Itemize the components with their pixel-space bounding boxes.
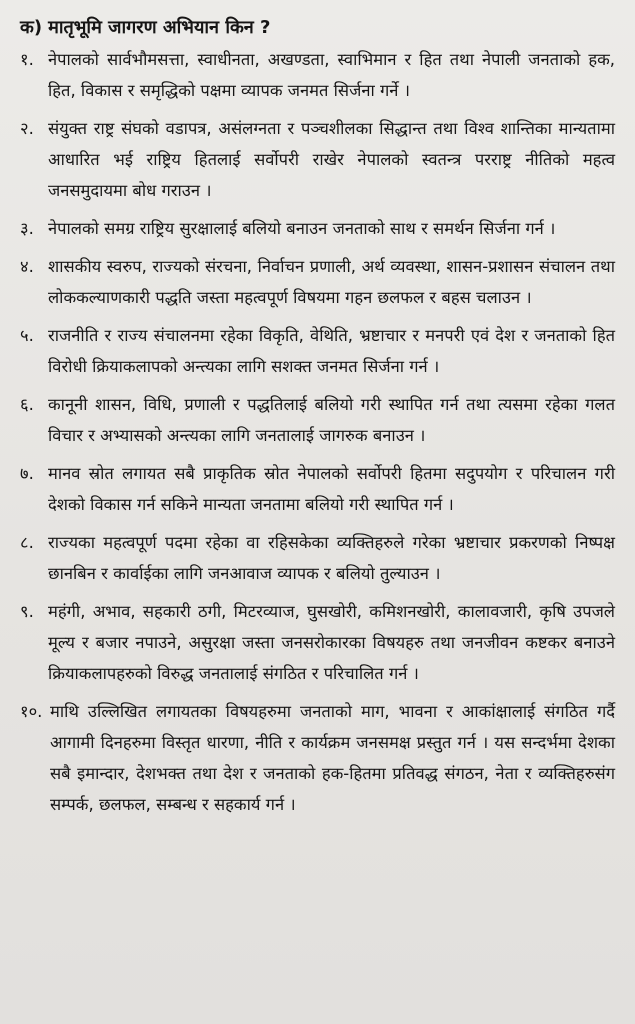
- list-item: [20, 696, 615, 820]
- item-text: नेपालको समग्र राष्ट्रिय सुरक्षालाई बलियो बनाउन जनताको साथ र समर्थन सिर्जना गर्न ।: [48, 219, 556, 238]
- item-text: माथि उल्लिखित लगायतका विषयहरुमा जनताको माग, भावना र आकांक्षालाई संगठित गर्दै आगामी दिनहरुमा विस्तृत धारणा, नीति र कार्यक्रम जनसमक्ष प्रस्तुत गर्न । यस सन्दर्भमा देशका सबै इमान्दार, देशभक्त तथा देश र जनताको हक-हितमा प्रतिवद्ध संगठन, नेता र व्यक्तिहरुसंग सम्पर्क, छलफल, सम्बन्ध र सहकार्य गर्न ।: [50, 702, 615, 814]
- item-number: १.: [20, 50, 34, 69]
- list-item: [20, 251, 615, 313]
- list-item: [20, 213, 615, 244]
- item-number: ४.: [20, 257, 34, 276]
- item-text: संयुक्त राष्ट्र संघको वडापत्र, असंलग्नता र पञ्चशीलका सिद्धान्त तथा विश्व शान्तिका मान्यतामा आधारित भई राष्ट्रिय हितलाई सर्वोपरी राखेर नेपालको स्वतन्त्र परराष्ट्र नीतिको महत्व जनसमुदायमा बोध गराउन ।: [48, 119, 615, 200]
- item-text: नेपालको सार्वभौमसत्ता, स्वाधीनता, अखण्डता, स्वाभिमान र हित तथा नेपाली जनताको हक, हित, विकास र समृद्धिको पक्षमा व्यापक जनमत सिर्जना गर्ने ।: [48, 50, 615, 100]
- item-text: राजनीति र राज्य संचालनमा रहेका विकृति, वेथिति, भ्रष्टाचार र मनपरी एवं देश र जनताको हित विरोधी क्रियाकलापको अन्त्यका लागि सशक्त जनमत सिर्जना गर्न ।: [48, 326, 615, 376]
- objectives-list: [20, 44, 615, 820]
- list-item: [20, 44, 615, 106]
- list-item: [20, 596, 615, 689]
- item-number: २.: [20, 119, 34, 138]
- item-text: राज्यका महत्वपूर्ण पदमा रहेका वा रहिसकेका व्यक्तिहरुले गरेका भ्रष्टाचार प्रकरणको निष्पक्ष छानबिन र कार्वाईका लागि जनआवाज व्यापक र बलियो तुल्याउन ।: [48, 533, 615, 583]
- list-item: [20, 389, 615, 451]
- list-item: [20, 527, 615, 589]
- list-item: [20, 320, 615, 382]
- item-text: शासकीय स्वरुप, राज्यको संरचना, निर्वाचन प्रणाली, अर्थ व्यवस्था, शासन-प्रशासन संचालन तथा लोककल्याणकारी पद्धति जस्ता महत्वपूर्ण विषयमा गहन छलफल र बहस चलाउन ।: [48, 257, 615, 307]
- item-number: ९.: [20, 602, 34, 621]
- item-number: १०.: [20, 702, 43, 721]
- item-text: कानूनी शासन, विधि, प्रणाली र पद्धतिलाई बलियो गरी स्थापित गर्न तथा त्यसमा रहेका गलत विचार र अभ्यासको अन्त्यका लागि जनतालाई जागरुक बनाउन ।: [48, 395, 615, 445]
- item-number: ३.: [20, 219, 34, 238]
- section-heading: [20, 14, 615, 42]
- section-title: मातृभूमि जागरण अभियान किन ?: [48, 17, 271, 38]
- item-number: ७.: [20, 464, 34, 483]
- list-item: [20, 113, 615, 206]
- item-number: ५.: [20, 326, 34, 345]
- item-text: महंगी, अभाव, सहकारी ठगी, मिटरव्याज, घुसखोरी, कमिशनखोरी, कालावजारी, कृषि उपजले मूल्य र बजार नपाउने, असुरक्षा जस्ता जनसरोकारका विषयहरु तथा जनजीवन कष्टकर बनाउने क्रियाकलापहरुको विरुद्ध जनतालाई संगठित र परिचालित गर्न ।: [48, 602, 615, 683]
- item-number: ६.: [20, 395, 34, 414]
- list-item: [20, 458, 615, 520]
- item-text: मानव स्रोत लगायत सबै प्राकृतिक स्रोत नेपालको सर्वोपरी हितमा सदुपयोग र परिचालन गरी देशको विकास गर्न सकिने मान्यता जनतामा बलियो गरी स्थापित गर्न ।: [48, 464, 615, 514]
- item-number: ८.: [20, 533, 34, 552]
- section-prefix: क): [20, 17, 43, 38]
